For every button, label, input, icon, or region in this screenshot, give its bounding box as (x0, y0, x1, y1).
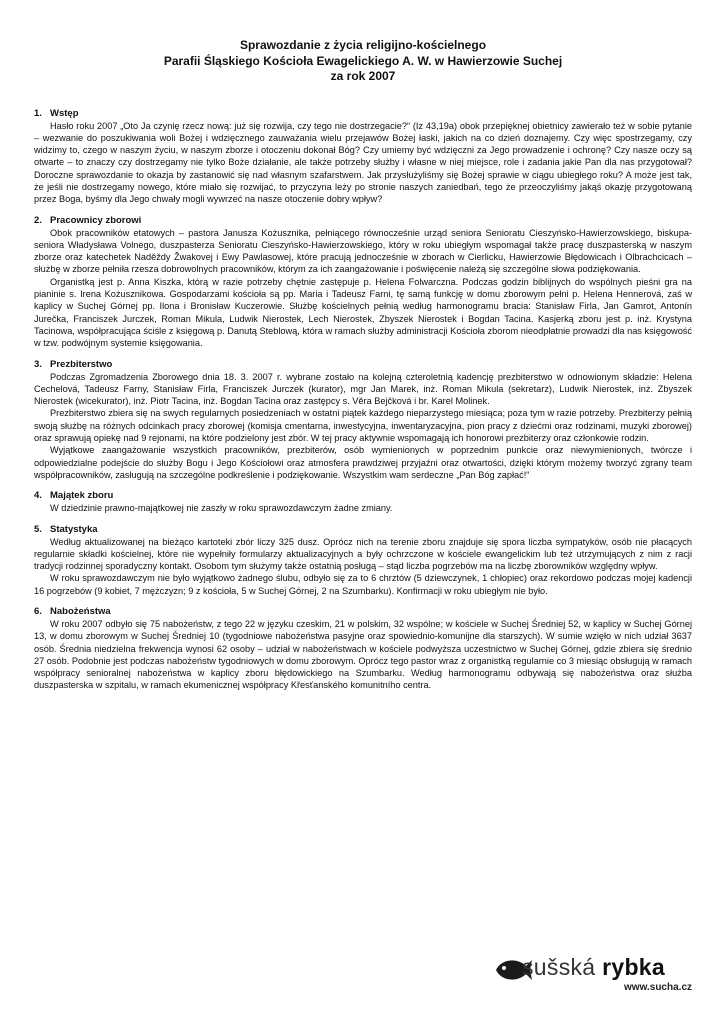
paragraph: W dziedzinie prawno-majątkowej nie zaszły w roku sprawozdawczym żadne zmiany. (50, 503, 393, 514)
paragraph: Prezbiterstwo zbiera się na swych regularnych posiedzeniach w ostatni piątek każdego nieparzystego miesiąca; poza tym w razie potrzeby. Prezbiterzy pełnią swoją służbę na różnych odcinkach pracy zborowej (komisja cmentarna, inwestycyjna, inwentaryzacyjna, pion pracy z dziećmi oraz rodzinami, muzyki zborowej) oraz sprawują opiekę nad 9 rejonami, na które podzielony jest zbór. W tej pracy aktywnie wspomagają ich honorowi prezbiterzy oraz członkowie rodzin. (34, 408, 692, 444)
title-line: Sprawozdanie z życia religijno-kościelnego (239, 38, 487, 52)
logo-text-bold: rybka (602, 954, 665, 980)
title-line: Parafii Śląskiego Kościoła Ewagelickiego A. W. w Hawierzowie Suchej (163, 53, 563, 68)
section-number: 4. (34, 490, 42, 502)
report-title (34, 38, 692, 85)
paragraph: W roku sprawozdawczym nie było wyjątkowo żadnego ślubu, odbyło się za to 6 chrztów (5 dziewczynek, 1 chłopiec) oraz rekordowo podczas mojej kadencji 16 pogrzebów (9 kobiet, 7 mężczyzn; 9 z kościoła, 5 w Suchej Górnej, 2 na Szumbarku). Konfirmacji w roku ubiegłym nie było. (34, 573, 692, 596)
section-heading (34, 490, 692, 502)
section-title: Pracownicy zborowi (50, 214, 142, 226)
section-number: 3. (34, 358, 42, 370)
paragraph: Wyjątkowe zaangażowanie wszystkich pracowników, prezbiterów, osób wymienionych w poprzednim punkcie oraz niewymienionych, twórcze i odpowiedzialne podejście do służby Bogu i Jego Kościołowi oraz atmosfera prawdziwej przyjaźni oraz otwartości, dzięki którym możemy tworzyć zgrany team współpracowników, zasługują na szczególne podkreślenie i podziękowanie. Wszystkim wam serdeczne „Pan Bóg zapłać!“ (34, 445, 692, 480)
section-title: Nabożeństwa (50, 606, 111, 617)
section-heading (34, 215, 692, 227)
section-number: 2. (34, 214, 42, 226)
section-heading (34, 606, 692, 618)
section-title: Wstęp (50, 107, 79, 119)
section-statistics (34, 524, 692, 597)
document-page (34, 38, 692, 692)
section-heading (34, 108, 692, 120)
section-title: Statystyka (50, 523, 98, 535)
section-number: 1. (34, 107, 42, 119)
logo-text-mid: šská (546, 954, 596, 980)
sucha-rybka-logo (492, 950, 692, 1000)
logo-text-light: su (522, 954, 547, 980)
section-title: Prezbiterstwo (50, 358, 113, 370)
section-number: 5. (34, 523, 42, 535)
paragraph: Organistką jest p. Anna Kiszka, którą w razie potrzeby chętnie zastępuje p. Helena Folwarczna. Podczas godzin biblijnych do wspólnych pieśni gra na pianinie s. Irena Kożusznikowa. Gospodarzami kościoła są pp. Maria i Tadeusz Farni, tę samą funkcję w domu zborowym pełni p. Helena Hennerová, zaś w kaplicy w Suchej Górnej pp. Ilona i Bronisław Kuczerowie. Służbę kościelnych pełnią według harmonogramu bracia: Stanisław Firla, Jan Gamrot, Antonín Jurečka, Franciszek Jurczek, Roman Mikula, Ludwik Nierostek, Lech Nierostek, Zbyszek Nierostek i Bogdan Tacina. Kasjerką zboru jest p. inż. Krystyna Tacinowa, współpracująca ściśle z księgową p. Danutą Steblową, która w ramach służby administracji Kościoła zborom nieodpłatnie prowadzi dla nas księgowość w tzw. podwójnym systemie księgowania. (34, 276, 692, 349)
section-services (34, 606, 692, 692)
section-heading (34, 524, 692, 536)
section-heading (34, 359, 692, 371)
section-introduction (34, 108, 692, 206)
paragraph: Obok pracowników etatowych – pastora Janusza Kożusznika, pełniącego równocześnie urząd seniora Senioratu Cieszyńsko-Hawierzowskiego, biskupa-seniora Władysława Volnego, duszpasterza Senioratu Cieszyńsko-Hawierzowskiego, który w roku ubiegłym wspomagał także pracę duszpasterską w naszym zborze oraz katechetek Naděždy Žwakovej i Ewy Pawlasowej, które pracują jednocześnie w zborach w Cierlicku, Hawierzowie Błędowicach i Olbrachcicach – służbę w zborze pełniła rzesza dobrowolnych pracowników, którym za ich zaangażowanie i poświęcenie należą się szczególne słowa podziękowania. (34, 227, 692, 275)
logo-url: www.sucha.cz (624, 982, 692, 993)
section-assets (34, 490, 692, 514)
section-workers (34, 215, 692, 350)
paragraph: W roku 2007 odbyło się 75 nabożeństw, z tego 22 w języku czeskim, 21 w polskim, 32 wspólne; w kościele w Suchej Średniej 52, w kaplicy w Suchej Górnej 13, w domu zborowym w Suchej Średniej 10 (tygodniowe nabożeństwa pasyjne oraz spowiednio-komunijne dla starszych). W sumie wzięło w nich udział 3637 osób. Średnia niedzielna frekwencja wynosi 62 osoby – udział w nabożeństwach w kościele podwyższa uczestnictwo w Suchej Górnej, gdzie zbiera się średnio 27 osób. Podobnie jest podczas nabożeństw tygodniowych w domu zborowym. Oprócz tego pastor wraz z organistką regularnie co 3 miesiąc obsługują w ramach współpracy senioralnej nabożeństwa w kaplicy zboru błędowickiego na Szumbarku. Według harmonogramu odbywają się nabożeństwa oraz służba duszpasterska w szpitalu, w ramach ekumenicznej współpracy Křesťanského komunitního centra. (34, 619, 692, 691)
logo-wordmark (522, 954, 665, 981)
title-line: za rok 2007 (330, 69, 396, 83)
section-title: Majątek zboru (50, 490, 114, 502)
paragraph: Podczas Zgromadzenia Zborowego dnia 18. 3. 2007 r. wybrane zostało na kolejną czteroletnią kadencję prezbiterstwo w odnowionym składzie: Helena Cechelová, Tadeusz Farny, Stanisław Firla, Franciszek Jurczek (kurator), mgr Jan Marek, inż. Roman Mikula (sekretarz), Ludwik Nierostek, inż. Zbyszek Nierostek (wicekurator), inż. Piotr Tacina, inż. Bogdan Tacina oraz zastępcy s. Věra Bejčková i br. Karel Molinek. (34, 371, 692, 407)
paragraph: Hasło roku 2007 „Oto Ja czynię rzecz nową: już się rozwija, czy tego nie dostrzegacie?“ (Iz 43,19a) obok przepięknej obietnicy zawierało też w sobie pytanie – wezwanie do poszukiwania woli Bożej i wdzięcznego zauważania wielu przejawów Bożej łaski, jakich na co dzień doznajemy. Czy więc spostrzegamy, czy widzimy to, czego w naszym życiu, w naszym zborze i otoczeniu dokonał Bóg? Czy umiemy być wdzięczni za Jego prowadzenie i ochronę? Czy nasze oczy są otwarte – to znaczy czy dostrzegamy nie tylko Boże działanie, ale także potrzeby służby i własne w niej miejsce, role i zadania jakie Pan dla nas przygotował? Doroczne sprawozdanie to okazja by zastanowić się nad własnym szafarstwem. Jak przysłużyliśmy się Bożej sprawie w ciągu ubiegłego roku? A może jest tak, że jeśli nie dostrzegamy nowego, które miało się rozwijać, to przyczyna leży po stronie naszych zaniedbań, tego że przeoczyliśmy jakąś okazję przygotowaną przez Boga, byśmy dla Jego chwały mogli wywrzeć na nasze otoczenie dobry wpływ? (34, 120, 692, 205)
section-presbytery (34, 359, 692, 482)
paragraph: Według aktualizowanej na bieżąco kartoteki zbór liczy 325 dusz. Oprócz nich na terenie zboru znajduje się spora liczba sympatyków, osób nie płacących regularnie składki kościelnej, które nie wypełniły formularzy aktualizacyjnych a były ochrzczone w kościele ewangelickim lub też utrzymujących z nim z racji tradycji rodzinnej sporadyczny kontakt. Osobom tym służymy także ostatnią posługą – stąd liczba pogrzebów ma na liczbę zborowników względny wpływ. (34, 536, 692, 572)
section-number: 6. (34, 606, 42, 617)
